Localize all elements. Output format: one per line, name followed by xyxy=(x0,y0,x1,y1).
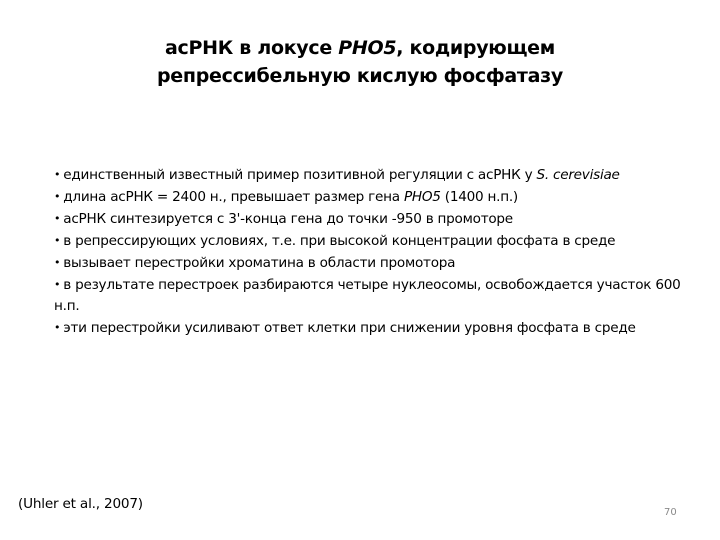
bullet-item xyxy=(54,252,694,274)
bullet-dot: • xyxy=(54,321,61,334)
bullet-dot: • xyxy=(54,168,61,181)
bullet-item xyxy=(54,230,694,252)
slide-title xyxy=(0,34,720,90)
bullet-item xyxy=(54,208,694,230)
bullet-text: эти перестройки усиливают ответ клетки при снижении уровня фосфата в среде xyxy=(63,320,636,336)
bullet-text: единственный известный пример позитивной регуляции с асРНК у xyxy=(63,167,537,183)
bullet-text-tail: (1400 н.п.) xyxy=(440,189,518,205)
slide-title-line-2: репрессибельную кислую фосфатазу xyxy=(157,65,563,87)
bullet-item xyxy=(54,317,694,339)
bullet-item xyxy=(54,186,694,208)
bullet-item xyxy=(54,274,694,317)
title-text-start: асРНК в локусе xyxy=(165,37,339,59)
bullet-text: длина асРНК = 2400 н., превышает размер гена xyxy=(63,189,404,205)
bullet-item xyxy=(54,164,694,186)
title-text-end: , кодирующем xyxy=(396,37,555,59)
page-number: 70 xyxy=(664,507,677,518)
citation: (Uhler et al., 2007) xyxy=(18,496,143,512)
bullet-dot: • xyxy=(54,212,61,225)
gene-name: PHO5 xyxy=(403,189,441,205)
title-gene-name: PHO5 xyxy=(338,37,397,59)
bullet-text: вызывает перестройки хроматина в области промотора xyxy=(63,255,456,271)
bullet-dot: • xyxy=(54,234,61,247)
species-name: S. cerevisiae xyxy=(536,167,620,183)
bullet-text: в результате перестроек разбираются четыре нуклеосомы, освобождается участок 600 н.п. xyxy=(54,277,681,314)
slide-title-line-1 xyxy=(0,34,720,62)
bullet-dot: • xyxy=(54,190,61,203)
bullet-list xyxy=(54,164,694,339)
bullet-dot: • xyxy=(54,256,61,269)
bullet-text: асРНК синтезируется с 3'-конца гена до точки -950 в промоторе xyxy=(63,211,513,227)
bullet-text: в репрессирующих условиях, т.е. при высокой концентрации фосфата в среде xyxy=(63,233,616,249)
bullet-dot: • xyxy=(54,278,61,291)
